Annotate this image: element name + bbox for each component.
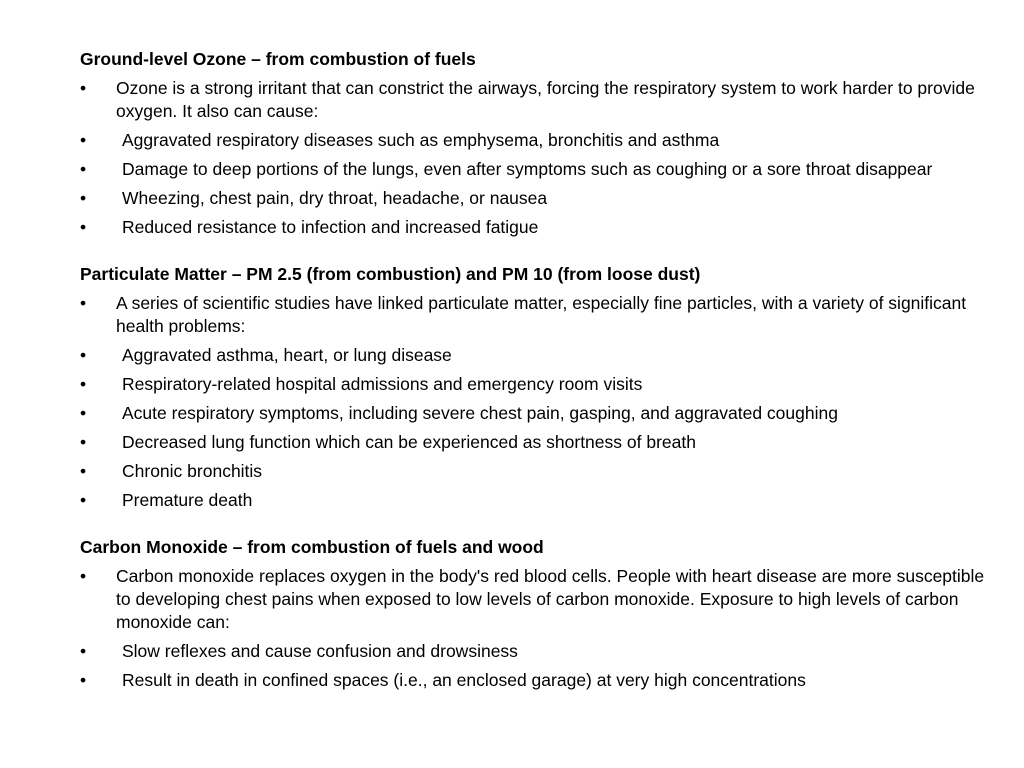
list-item-text: Aggravated respiratory diseases such as emphysema, bronchitis and asthma <box>122 130 720 150</box>
bullet-icon: • <box>80 432 87 452</box>
bullet-icon: • <box>80 403 87 423</box>
list-item <box>80 158 995 181</box>
bullet-icon: • <box>80 566 87 586</box>
slide-content <box>80 48 995 716</box>
bullet-icon: • <box>80 78 87 98</box>
list-item-text: A series of scientific studies have linked particulate matter, especially fine particles, with a variety of significant health problems: <box>116 293 967 336</box>
section-heading: Particulate Matter – PM 2.5 (from combustion) and PM 10 (from loose dust) <box>80 264 701 284</box>
section-0 <box>80 48 995 239</box>
list-item-text: Wheezing, chest pain, dry throat, headache, or nausea <box>122 188 548 208</box>
list-item-text: Decreased lung function which can be experienced as shortness of breath <box>122 432 696 452</box>
list-item <box>80 129 995 152</box>
list-item-text: Damage to deep portions of the lungs, even after symptoms such as coughing or a sore throat disappear <box>122 159 933 179</box>
list-item-text: Aggravated asthma, heart, or lung disease <box>122 345 452 365</box>
list-item-text: Premature death <box>122 490 253 510</box>
section-1 <box>80 263 995 512</box>
bullet-list <box>80 77 995 239</box>
bullet-icon: • <box>80 670 87 690</box>
section-heading: Carbon Monoxide – from combustion of fuels and wood <box>80 537 544 557</box>
list-item <box>80 187 995 210</box>
bullet-icon: • <box>80 293 87 313</box>
section-2 <box>80 536 995 692</box>
bullet-icon: • <box>80 217 87 237</box>
list-item <box>80 460 995 483</box>
list-item <box>80 373 995 396</box>
section-heading: Ground-level Ozone – from combustion of fuels <box>80 49 476 69</box>
bullet-icon: • <box>80 345 87 365</box>
bullet-icon: • <box>80 130 87 150</box>
list-item <box>80 402 995 425</box>
list-item <box>80 344 995 367</box>
bullet-list <box>80 292 995 512</box>
list-item-text: Reduced resistance to infection and increased fatigue <box>122 217 539 237</box>
bullet-list <box>80 565 995 692</box>
list-item-text: Ozone is a strong irritant that can constrict the airways, forcing the respiratory system to work harder to provide oxygen. It also can cause: <box>116 78 975 121</box>
list-item <box>80 489 995 512</box>
list-item-text: Acute respiratory symptoms, including severe chest pain, gasping, and aggravated coughing <box>122 403 838 423</box>
list-item-text: Chronic bronchitis <box>122 461 263 481</box>
list-item <box>80 216 995 239</box>
bullet-icon: • <box>80 461 87 481</box>
list-item-text: Result in death in confined spaces (i.e., an enclosed garage) at very high concentrations <box>122 670 806 690</box>
list-item-text: Slow reflexes and cause confusion and drowsiness <box>122 641 518 661</box>
list-item-text: Respiratory-related hospital admissions and emergency room visits <box>122 374 643 394</box>
list-item <box>80 669 995 692</box>
list-item <box>80 640 995 663</box>
bullet-icon: • <box>80 641 87 661</box>
list-item <box>80 431 995 454</box>
list-item <box>80 292 995 338</box>
bullet-icon: • <box>80 159 87 179</box>
list-item <box>80 77 995 123</box>
list-item <box>80 565 995 634</box>
bullet-icon: • <box>80 374 87 394</box>
bullet-icon: • <box>80 490 87 510</box>
list-item-text: Carbon monoxide replaces oxygen in the body's red blood cells. People with heart disease are more susceptible to developing chest pains when exposed to low levels of carbon monoxide. Exposure to high levels of carbon monoxide can: <box>116 566 985 632</box>
bullet-icon: • <box>80 188 87 208</box>
